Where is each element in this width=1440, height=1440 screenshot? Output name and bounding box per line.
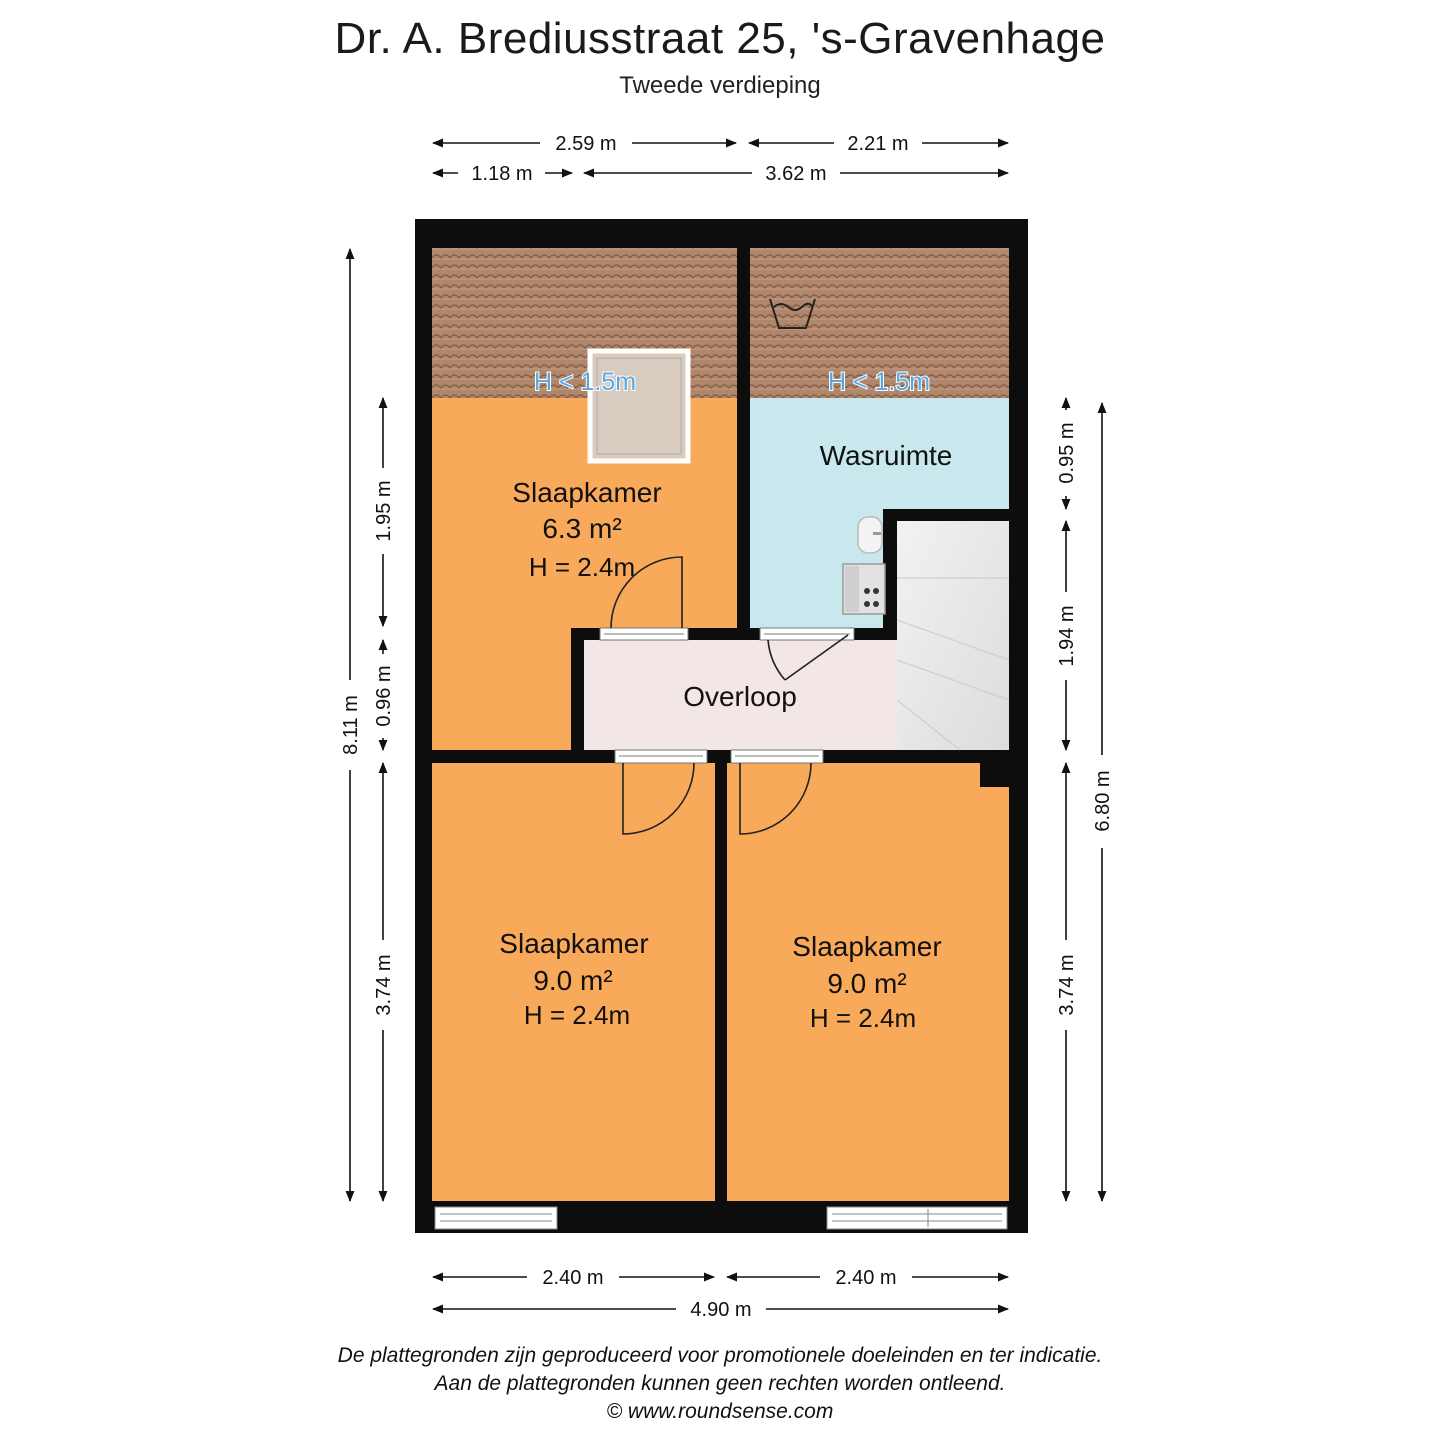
dim-bottom-2: 2.40 m bbox=[835, 1267, 897, 1289]
laundry-name: Wasruimte bbox=[819, 440, 953, 471]
dim-right-1: 0.95 m bbox=[1056, 422, 1078, 484]
dim-right-total: 6.80 m bbox=[1092, 770, 1114, 832]
bedroom-left-height: H = 2.4m bbox=[523, 1000, 631, 1030]
dim-top-2: 2.21 m bbox=[847, 133, 909, 155]
stairwell bbox=[897, 521, 1009, 750]
bedroom-top-area: 6.3 m² bbox=[542, 513, 622, 544]
disclaimer-line-2: Aan de plattegronden kunnen geen rechten worden ontleend. bbox=[434, 1372, 1006, 1395]
stove-icon bbox=[843, 564, 885, 614]
low-height-label-right: H < 1.5m bbox=[827, 368, 931, 396]
bedroom-top-name: Slaapkamer bbox=[512, 477, 662, 508]
bedroom-right-height: H = 2.4m bbox=[809, 1003, 917, 1033]
dim-top-3: 1.18 m bbox=[471, 163, 533, 185]
dim-left-1: 1.95 m bbox=[373, 480, 395, 542]
disclaimer-line-1: De plattegronden zijn geproduceerd voor promotionele doeleinden en ter indicatie. bbox=[337, 1344, 1103, 1367]
low-height-label-left: H < 1.5m bbox=[533, 368, 637, 396]
floorplan-title: Dr. A. Brediusstraat 25, 's-Gravenhage bbox=[334, 14, 1106, 63]
dim-left-3: 3.74 m bbox=[373, 954, 395, 1016]
window-icon bbox=[827, 1207, 1007, 1229]
copyright-link[interactable]: © www.roundsense.com bbox=[606, 1400, 834, 1423]
dim-left-2: 0.96 m bbox=[373, 665, 395, 727]
bedroom-top-height: H = 2.4m bbox=[528, 552, 636, 582]
dim-right-2: 1.94 m bbox=[1056, 605, 1078, 667]
bedroom-right-name: Slaapkamer bbox=[792, 931, 942, 962]
landing-name: Overloop bbox=[683, 681, 797, 712]
bedroom-right-area: 9.0 m² bbox=[827, 968, 907, 999]
dim-left-total: 8.11 m bbox=[340, 695, 362, 755]
floor-name: Tweede verdieping bbox=[619, 72, 821, 99]
bedroom-left-name: Slaapkamer bbox=[499, 928, 649, 959]
dim-bottom-total: 4.90 m bbox=[690, 1299, 752, 1321]
dim-top-4: 3.62 m bbox=[765, 163, 827, 185]
dim-top-1: 2.59 m bbox=[555, 133, 617, 155]
dim-right-3: 3.74 m bbox=[1056, 954, 1078, 1016]
window-icon bbox=[435, 1207, 557, 1229]
bedroom-left-area: 9.0 m² bbox=[533, 965, 613, 996]
sink-icon bbox=[858, 517, 882, 553]
dim-bottom-1: 2.40 m bbox=[542, 1267, 604, 1289]
